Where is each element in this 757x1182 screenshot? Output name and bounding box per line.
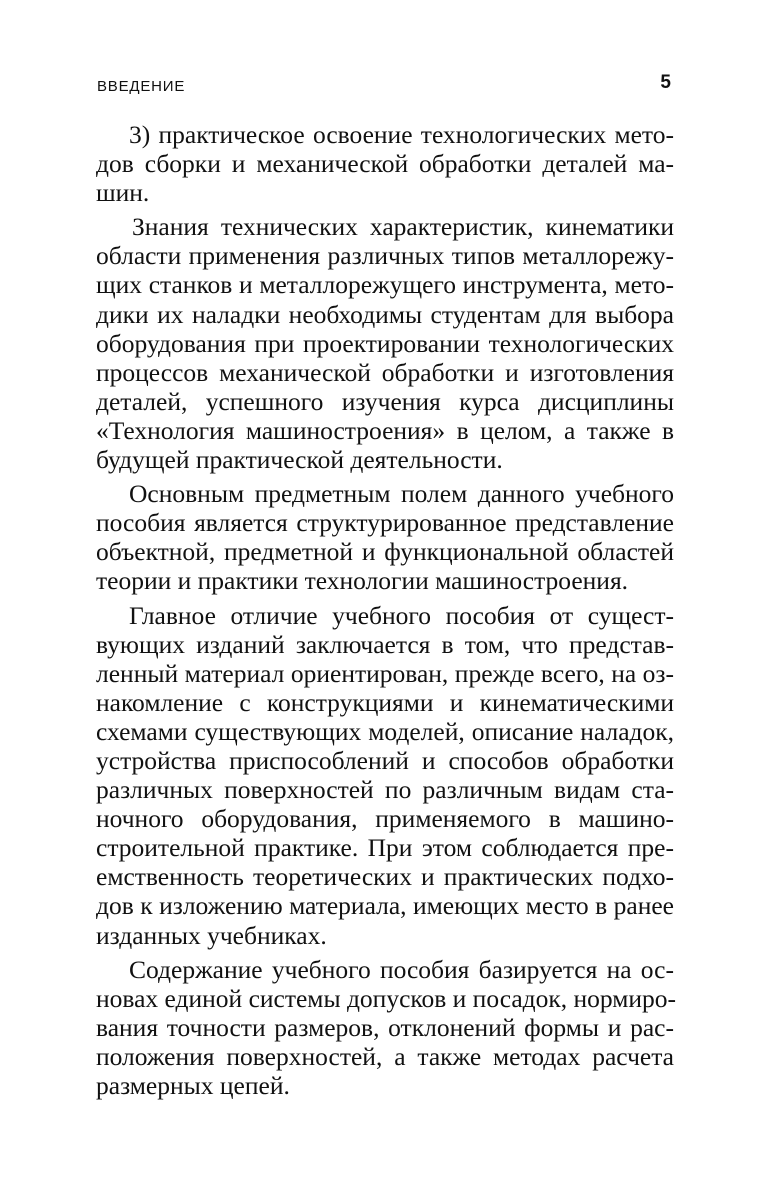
page-number: 5 [660,72,671,93]
text-line: емственность теоретических и практических подхо- [96,862,674,892]
paragraph-2 [96,212,674,474]
paragraph-5 [96,954,677,1100]
text-line: накомление с конструкциями и кинематическими [96,687,674,717]
text-line: устройства приспособлений и способов обработки [96,745,674,775]
text-line: дов к изложению материала, имеющих место в ранее [96,891,674,921]
text-line: дики их наладки необходимы студентам для выбора [96,299,674,329]
text-line: Главное отличие учебного пособия от сущест- [129,600,674,630]
text-line: изданных учебниках. [96,920,327,950]
text-line: теории и практики технологии машиностроения. [96,566,629,596]
text-line: объектной, предметной и функциональной областей [96,537,674,567]
text-line: деталей, успешного изучения курса дисциплины [96,386,674,416]
text-line: области применения различных типов металлорежу- [96,241,674,271]
text-line: схемами существующих моделей, описание наладок, [96,716,674,746]
text-line: строительной практике. При этом соблюдается пре- [96,833,674,863]
text-line: «Технология машиностроения» в целом, а также в [96,415,674,445]
running-head-section-title: ВВЕДЕНИЕ [97,78,186,95]
body-text [96,120,677,1105]
text-line: Знания технических характеристик, кинематики [132,212,674,242]
text-line: оборудования при проектировании технологических [96,328,674,358]
paragraph-1 [96,120,674,207]
text-line: вания точности размеров, отклонений формы и рас- [96,1012,674,1042]
text-line: дов сборки и механической обработки деталей ма- [96,149,674,179]
paragraph-4 [96,601,674,950]
text-line: щих станков и металлорежущего инструмента, мето- [96,270,674,300]
text-line: Основным предметным полем данного учебного [129,479,674,509]
text-line: ленный материал ориентирован, прежде всего, на оз- [96,658,674,688]
text-line: Содержание учебного пособия базируется на ос- [129,954,674,984]
text-line: шин. [96,178,150,208]
text-line: различных поверхностей по различным видам ста- [96,775,674,805]
text-line: процессов механической обработки и изготовления [96,357,674,387]
text-line: ночного оборудования, применяемого в машино- [96,804,674,834]
text-line: будущей практической деятельности. [96,445,503,475]
paragraph-3 [96,479,674,595]
text-line: размерных цепей. [96,1071,290,1100]
text-line: вующих изданий заключается в том, что представ- [96,629,674,659]
text-line: положения поверхностей, а также методах расчета [96,1041,674,1071]
text-line: 3) практическое освоение технологических мето- [129,120,674,149]
text-line: новах единой системы допусков и посадок, нормиро- [96,983,677,1013]
text-line: пособия является структурированное представление [96,508,674,538]
